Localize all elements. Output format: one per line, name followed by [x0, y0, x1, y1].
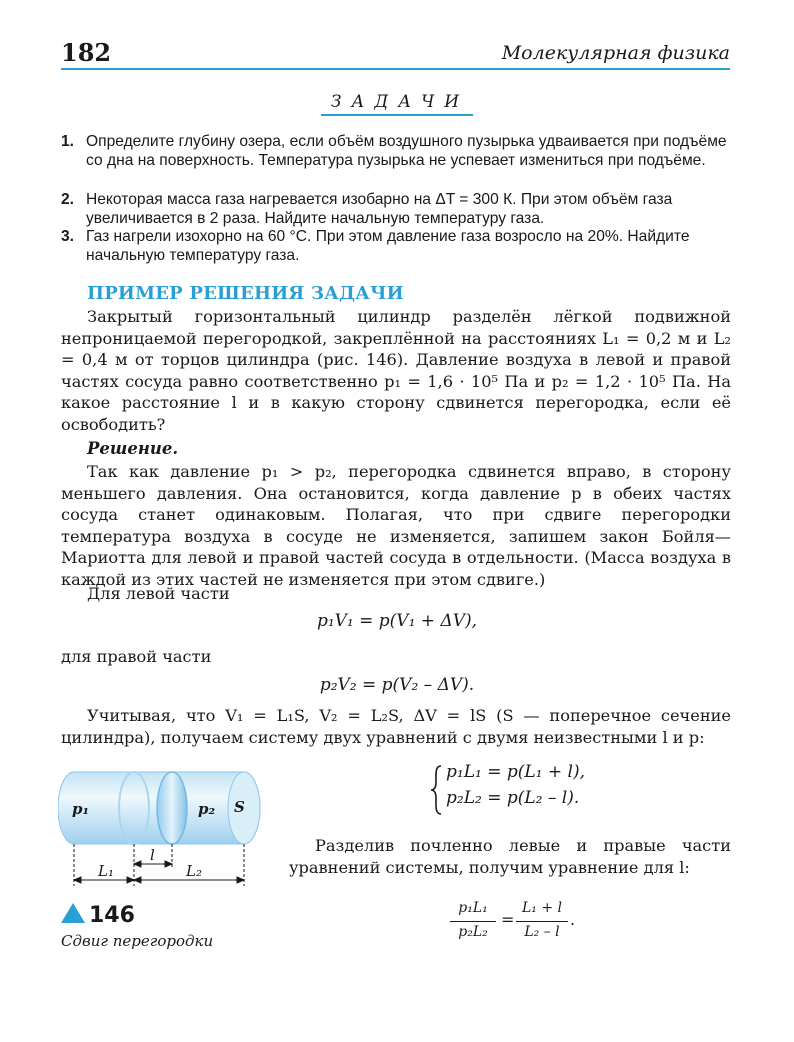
period: . — [570, 910, 576, 929]
figure-label-l1: L₁ — [98, 862, 114, 880]
fraction-right-numerator: L₁ + l — [521, 900, 563, 916]
task-item: 1. Определите глубину озера, если объём воздушного пузырька удваивается при подъёме со дна на поверхность. Температура пузырька не успевает измениться при подъёме. — [61, 133, 727, 169]
formula-right: p₂V₂ = p(V₂ – ΔV). — [319, 675, 475, 695]
fraction-left-numerator: p₁L₁ — [458, 900, 488, 916]
figure-label-s: S — [234, 798, 245, 816]
figure-caption: Сдвиг перегородки — [61, 932, 214, 950]
figure-label-p1: p₁ — [72, 800, 90, 818]
brace-icon — [428, 764, 444, 816]
right-part-text: для правой части — [61, 647, 212, 666]
figure-label-l2: L₂ — [186, 862, 202, 880]
divide-text: Разделив почленно левые и правые части уравнений системы, получим уравнение для l: — [289, 836, 731, 877]
solution-label: Решение. — [87, 439, 179, 458]
fraction-right-denominator: L₂ – l — [524, 924, 560, 940]
fraction-bar — [516, 921, 568, 922]
solution-text: Так как давление p₁ > p₂, перегородка сдвинется вправо, в сторону меньшего давления. Она остановится, когда давление p в обеих частях сосуда станет одинаковым. Полагая, что при сдвиге перегородки температура воздуха в сосуде не изменяется, запишем закон Бойля—Мариотта для левой и правой частей сосуда в отдельности. (Масса воздуха в каждой из этих частей не изменяется при этом сдвиге.) — [61, 462, 731, 589]
header-divider — [61, 68, 730, 70]
triangle-icon — [61, 903, 85, 923]
given-text: Учитывая, что V₁ = L₁S, V₂ = L₂S, ΔV = lS (S — поперечное сечение цилиндра), получаем систему двух уравнений с двумя неизвестными l и p: — [61, 706, 731, 747]
page-number: 182 — [61, 38, 112, 67]
fraction-equation — [450, 900, 600, 950]
cylinder-figure — [58, 766, 280, 890]
system-eq1: p₁L₁ = p(L₁ + l), — [446, 762, 585, 782]
example-heading: ПРИМЕР РЕШЕНИЯ ЗАДАЧИ — [87, 283, 404, 304]
task-item: 2. Некоторая масса газа нагревается изобарно на ΔT = 300 К. При этом объём газа увеличивается в 2 раза. Найдите начальную температуру газа. — [61, 191, 673, 227]
figure-label-p2: p₂ — [198, 800, 216, 818]
equals-sign: = — [501, 910, 515, 929]
figure-number: 146 — [61, 903, 135, 928]
left-part-text: Для левой части — [87, 584, 230, 603]
section-title: Молекулярная физика — [501, 42, 730, 64]
tasks-heading: ЗАДАЧИ — [0, 92, 794, 116]
formula-left: p₁V₁ = p(V₁ + ΔV), — [316, 611, 478, 631]
fraction-left-denominator: p₂L₂ — [458, 924, 488, 940]
figure-label-l: l — [150, 846, 155, 864]
problem-text: Закрытый горизонтальный цилиндр разделён лёгкой подвижной непроницаемой перегородкой, закреплённой на расстояниях L₁ = 0,2 м и L₂ = 0,4 м от торцов цилиндра (рис. 146). Давление воздуха в левой и правой частях сосуда равно соответственно p₁ = 1,6 · 10⁵ Па и p₂ = 1,2 · 10⁵ Па. На какое расстояние l и в какую сторону сдвинется перегородка, если её освободить? — [61, 307, 731, 434]
system-eq2: p₂L₂ = p(L₂ – l). — [446, 788, 580, 808]
task-item: 3. Газ нагрели изохорно на 60 °С. При этом давление газа возросло на 20%. Найдите начальную температуру газа. — [61, 228, 690, 264]
fraction-bar — [450, 921, 496, 922]
